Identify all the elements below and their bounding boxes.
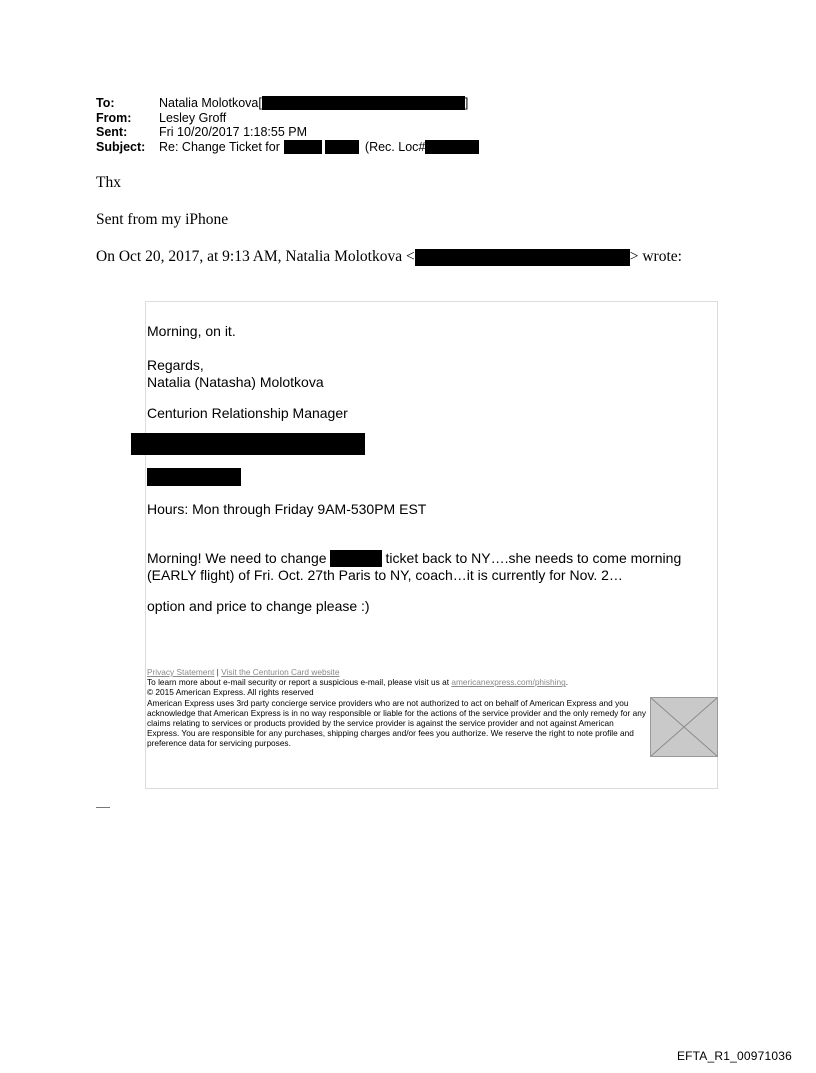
quoted-hours: Hours: Mon through Friday 9AM-530PM EST bbox=[147, 501, 427, 517]
redaction-subject-locator bbox=[425, 140, 479, 154]
footer-security: To learn more about e-mail security or report a suspicious e-mail, please visit us at americanexpress.com/phishing. bbox=[147, 677, 569, 688]
subject-mid: (Rec. Loc# bbox=[364, 139, 426, 154]
quote-suffix: > wrote: bbox=[629, 248, 682, 265]
attachment-stub bbox=[96, 803, 110, 808]
phishing-link[interactable]: americanexpress.com/phishing bbox=[451, 677, 566, 688]
amex-footer bbox=[147, 667, 647, 749]
quoted-request-line2: (EARLY flight) of Fri. Oct. 27th Paris to NY, coach…it is currently for Nov. 2… bbox=[147, 567, 623, 583]
quoted-greeting: Morning, on it. bbox=[147, 323, 236, 339]
redaction-to-email bbox=[262, 96, 465, 110]
security-text: To learn more about e-mail security or report a suspicious e-mail, please visit us at bbox=[147, 677, 450, 688]
redaction-phone bbox=[147, 468, 241, 486]
footer-separator: | bbox=[216, 667, 219, 677]
to-row bbox=[96, 96, 479, 111]
quoted-title: Centurion Relationship Manager bbox=[147, 405, 348, 421]
from-row bbox=[96, 111, 479, 126]
quoted-request-line3: option and price to change please :) bbox=[147, 598, 370, 614]
to-label: To: bbox=[96, 96, 115, 110]
privacy-statement-link[interactable]: Privacy Statement bbox=[147, 667, 215, 677]
to-close: ] bbox=[464, 96, 469, 110]
to-value: Natalia Molotkova[ bbox=[159, 96, 262, 110]
request-part-a: Morning! We need to change bbox=[147, 550, 327, 566]
subject-row bbox=[96, 140, 479, 155]
from-label: From: bbox=[96, 110, 132, 125]
broken-image-placeholder bbox=[650, 697, 718, 757]
sent-value: Fri 10/20/2017 1:18:55 PM bbox=[159, 125, 308, 139]
sent-row bbox=[96, 125, 479, 140]
subject-prefix: Re: Change Ticket for bbox=[159, 139, 280, 154]
redaction-passenger-name bbox=[330, 550, 382, 567]
redaction-subject-first bbox=[284, 140, 322, 154]
from-value: Lesley Groff bbox=[159, 110, 227, 125]
quoted-regards: Regards, bbox=[147, 357, 204, 373]
sent-label: Sent: bbox=[96, 125, 128, 139]
quoted-request-line1 bbox=[147, 550, 681, 567]
redaction-sender-email bbox=[415, 249, 630, 266]
image-placeholder-icon bbox=[651, 698, 717, 756]
quoted-name: Natalia (Natasha) Molotkova bbox=[147, 374, 324, 390]
request-part-b: ticket back to NY….she needs to come morning bbox=[385, 550, 682, 566]
footer-links bbox=[147, 667, 647, 677]
reply-thanks: Thx bbox=[96, 174, 121, 191]
subject-label: Subject: bbox=[96, 139, 146, 154]
document-id: EFTA_R1_00971036 bbox=[676, 1049, 792, 1063]
redaction-contact-line bbox=[131, 433, 365, 455]
quoted-message bbox=[145, 301, 718, 789]
footer-disclaimer: American Express uses 3rd party concierge service providers who are not authorized to act on behalf of American Express and you acknowledge that American Express is in no way responsible or liable for the actions of the service provider and the only remedy for any claims relating to services or products provided by the service provider is against the service provider and not against American Express. You are responsible for any purchases, shipping charges and/or fees you authorize. We reserve the right to note profile and preference data for servicing purposes. bbox=[147, 697, 646, 749]
reply-signature: Sent from my iPhone bbox=[96, 211, 229, 228]
centurion-card-link[interactable]: Visit the Centurion Card website bbox=[221, 667, 340, 677]
email-header bbox=[96, 96, 479, 154]
quote-prefix: On Oct 20, 2017, at 9:13 AM, Natalia Molotkova < bbox=[96, 248, 415, 265]
quote-attribution bbox=[96, 248, 682, 266]
redaction-subject-last bbox=[325, 140, 359, 154]
footer-copyright: © 2015 American Express. All rights reserved bbox=[147, 687, 314, 698]
